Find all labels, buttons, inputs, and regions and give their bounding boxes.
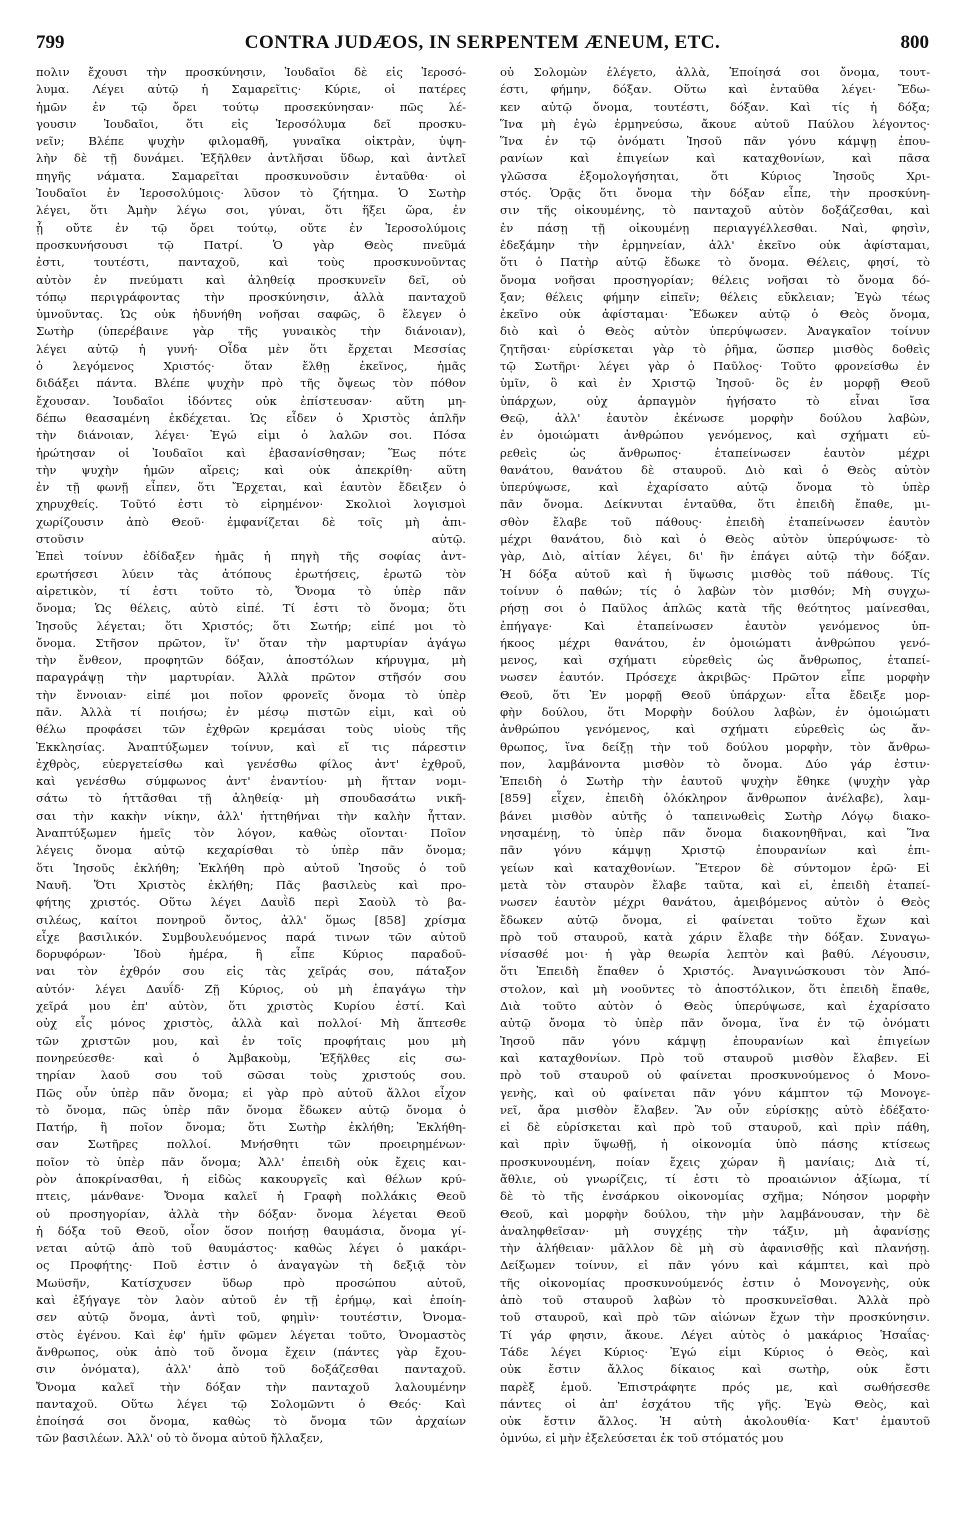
text-line: ὅτι Ἐπειδὴ ἔπαθεν ὁ Χριστός. Ἀναγινώσκουσι τὸν Ἀπό-	[500, 964, 930, 979]
text-line: Σωτὴρ (ὑπερέβαινε γὰρ τῆς γυναικὸς τὴν διάνοιαν),	[36, 324, 466, 339]
text-line: νεῖ, ἄρα μισθὸν ἔλαβεν. Ἂν οὖν εὑρίσκῃς αὐτὸ ἐδέξατο·	[500, 1102, 930, 1117]
page-number-left: 799	[36, 32, 65, 53]
text-line: νίσασθέ μοι· ἡ γὰρ θεωρία λεπτὸν καὶ βαθύ. Λέγουσιν,	[500, 947, 930, 962]
text-line: θρωπος, ἵνα δείξῃ τὴν τοῦ δούλου μορφὴν, τὸν ἄνθρω-	[500, 739, 930, 754]
text-line: [859] εἶχεν, ἐπειδὴ ὁλόκληρον ἄνθρωπον ἀνέλαβε), λαμ-	[500, 791, 930, 806]
text-line: τῆς οἰκονομίας προσκυνούμενός ἐστιν ὁ Μονογενὴς, οὐκ	[500, 1275, 930, 1290]
text-line: ὄνομα. Στῆσον πρῶτον, ἵν' ὅταν τὴν μαρτυρίαν ἀγάγω	[36, 635, 466, 650]
text-line: ἀπὸ τοῦ σταυροῦ λαβὼν τὸ προσκυνεῖσθαι. Ἀλλὰ πρὸ	[500, 1293, 930, 1308]
text-line: Ἡ δόξα αὐτοῦ καὶ ἡ ὕψωσις μισθὸς τοῦ πάθους. Τίς	[500, 566, 930, 581]
text-line: Πατήρ, ἢ ποῖον ὄνομα; ὅτι Σωτὴρ ἐκλήθη; Ἐκλήθη-	[36, 1120, 466, 1135]
text-line: πολιν ἔχουσι τὴν προσκύνησιν, Ἰουδαῖοι δὲ εἰς Ἱεροσό-	[36, 65, 466, 79]
text-line: πον, λαμβάνοντα μισθὸν τὸ ὄνομα. Δύο γάρ ἐστιν·	[500, 756, 930, 771]
text-line: σαι τὴν κακὴν νίκην, ἀλλ' ἡττηθήναι τὴν καλὴν ἧτταν.	[36, 808, 466, 823]
text-line: βάνει μισθὸν αὐτῆς ὁ ταπεινωθεὶς Σωτὴρ Λόγῳ διακο-	[500, 808, 930, 823]
text-line: ἀνθρώπου γενόμενος, καὶ σχήματι εὑρεθεὶς ὡς ἄν-	[500, 722, 930, 737]
text-line: Ναυῆ. Ὅτι Χριστὸς ἐκλήθη; Πᾶς βασιλεὺς καὶ προ-	[36, 877, 466, 892]
text-line: τὸ ὄνομα, πῶς ὑπὲρ πᾶν ὄνομα ἔδωκεν αὐτῷ ὄνομα ὁ	[36, 1102, 466, 1117]
text-line: ὑπάρχων, οὐχ ἁρπαγμὸν ἡγήσατο τὸ εἶναι ἴσα	[500, 393, 930, 408]
text-line: ἡμῶν ἐν τῷ ὄρει τούτῳ προσεκύνησαν· πῶς λέ-	[36, 99, 466, 114]
text-line: εἶχε βασιλικόν. Συμβουλευόμενος παρά τινων τῶν αὐτοῦ	[36, 929, 466, 944]
text-line: ήκοος μέχρι θανάτου, ἐν ὁμοιώματι ἀνθρώπου γενό-	[500, 635, 930, 650]
right-text-column	[500, 64, 930, 1448]
text-line: πανταχοῦ. Οὕτω λέγει τῷ Σολομῶντι ὁ Θεός· Καὶ	[36, 1396, 466, 1411]
text-line: γενὴς, καὶ οὐ φαίνεται πᾶν γόνυ κάμπτον τῷ Μονογε-	[500, 1085, 930, 1100]
text-line: ρὸν ἀποκρίνασθαι, ἡ εἰδὼς κακουργεῖς καὶ θέλων κρύ-	[36, 1172, 466, 1186]
text-line: Θεῷ, ἀλλ' ἑαυτὸν ἐκένωσε μορφὴν δούλου λαβὼν,	[500, 410, 930, 425]
text-line: αἱρετικὸν, τί ἐστι τοῦτο τὸ, Ὄνομα τὸ ὑπὲρ πᾶν	[36, 583, 466, 598]
text-line: ρήσῃ σοι ὁ Παῦλος ἁπλῶς κατὰ τῆς θεότητος μαίνεσθαι,	[500, 601, 930, 616]
text-line: σάτω τὸ ἡττᾶσθαι τῇ ἀληθείᾳ· μὴ σπουδασάτω νικῆ-	[36, 791, 466, 806]
text-line: Ἰουδαῖοι ἐν Ἱεροσολύμοις· λῦσον τὸ ζήτημα. Ὁ Σωτὴρ	[36, 186, 466, 201]
text-line: χεῖρά μου ἐπ' αὐτὸν, ὅτι χριστὸς Κυρίου ἐστί. Καὶ	[36, 999, 466, 1014]
text-line: κεν αὐτῷ ὄνομα, τουτέστι, δόξαν. Καὶ τίς ἡ δόξα;	[500, 99, 930, 114]
text-line: Θεοῦ, καὶ μορφὴν δούλου, τὴν μὴν λαμβάνουσαν, τὴν δὲ	[500, 1206, 930, 1221]
text-line: Ἀναπτύξωμεν ἡμεῖς τὸν λόγον, καθὼς οἴονται· Ποῖον	[36, 826, 466, 841]
text-line: ἔδωκεν αὐτῷ ὄνομα, εἰ φαίνεται τοῦτο ἔχων καὶ	[500, 912, 930, 927]
text-line: Δείξωμεν τοίνυν, εἰ πᾶν γόνυ καὶ κάμπτει, καὶ πρὸ	[500, 1258, 930, 1273]
text-line: γουσιν Ἰουδαῖοι, ὅτι εἰς Ἱεροσόλυμα δεῖ προσκυ-	[36, 116, 466, 131]
text-line: ὑπερύψωσε, καὶ ἐχαρίσατο αὐτῷ ὄνομα τὸ ὑπὲρ	[500, 480, 930, 495]
text-line: εἰ δὲ εὑρίσκεται καὶ πρὸ τοῦ σταυροῦ, καὶ πρὶν πάθη,	[500, 1120, 930, 1135]
text-line: στολον, καὶ μὴ νοοῦντες τὸ ἀποστόλικον, ὅτι ἐπειδὴ ἔπαθε,	[500, 981, 930, 996]
running-header	[36, 32, 929, 56]
text-line: διδάξει πάντα. Βλέπε ψυχὴν πρὸ τῆς ὄψεως τὸν πόθον	[36, 376, 466, 391]
text-line: γείων καὶ καταχθονίων. Ἕτερον δὲ σύντομον ἐρῶ· Εἰ	[500, 860, 930, 875]
text-line: Ἰησοῦ πᾶν γόνυ κάμψῃ ἐπουρανίων καὶ ἐπιγείων	[500, 1033, 930, 1048]
text-line: Πῶς οὖν ὑπὲρ πᾶν ὄνομα; εἰ γὰρ πρὸ αὐτοῦ ἄλλοι εἶχον	[36, 1085, 466, 1100]
text-line: ἡ δόξα τοῦ Θεοῦ, οἷον ὅσον ποιήσῃ θαυμάσια, ὄνομα γί-	[36, 1223, 466, 1238]
text-line: λέγει αὐτῷ ἡ γυνή· Οἶδα μὲν ὅτι ἔρχεται Μεσσίας	[36, 341, 466, 356]
text-line: πηγῆς νάματα. Σαμαρεῖται προσκυνοῦσιν ἐνταῦθα· οἱ	[36, 168, 466, 183]
text-line: πρὸ τοῦ σταυροῦ οὐ φαίνεται προσκυνούμενος ὁ Μονο-	[500, 1068, 930, 1083]
text-line: τὴν ἔνθεον, προφητῶν δόξαν, ἀποστόλων κήρυγμα, μὴ	[36, 653, 466, 668]
text-line: ἐπήγαγε· Καὶ ἐταπείνωσεν ἑαυτὸν γενόμενος ὑπ-	[500, 618, 930, 633]
text-line: νωσεν ἑαυτὸν μέχρι θανάτου, ἀμειβόμενος αὐτὸν ὁ Θεὸς	[500, 895, 930, 910]
text-line: λέγεις ὄνομα αὐτῷ κεχαρίσθαι τὸ ὑπὲρ πᾶν ὄνομα;	[36, 843, 466, 858]
text-line: ἠρώτησαν οἱ Ἰουδαῖοι καὶ ἐβασανίσθησαν; Ἕως πότε	[36, 445, 466, 460]
text-line: στός. Ὁρᾷς ὅτι ὄνομα τὴν δόξαν εἶπε, τὴν προσκύνη-	[500, 186, 930, 201]
text-line: πτεις, μάνθανε· Ὄνομα καλεῖ ἡ Γραφὴ πολλάκις Θεοῦ	[36, 1189, 466, 1204]
text-line: ὅτι Ἰησοῦς ἐκλήθη; Ἐκλήθη πρὸ αὐτοῦ Ἰησοῦς ὁ τοῦ	[36, 860, 466, 875]
text-line: πάντες οἱ ἀπ' ἐσχάτου τῆς γῆς. Ἐγὼ Θεὸς, καὶ	[500, 1396, 930, 1411]
text-line: γὰρ, Διὸ, αἰτίαν λέγει, δι' ἣν ἐπάγει αὐτῷ τὴν δόξαν.	[500, 549, 930, 564]
text-line: σαν Σωτῆρες πολλοί. Μνήσθητι τῶν προειρημένων·	[36, 1137, 466, 1152]
text-line: ἐν πάσῃ τῇ οἰκουμένῃ περιαγγέλλεσθαι. Ναὶ, φησὶν,	[500, 220, 930, 235]
text-line: τὴν ψυχὴν ἡμῶν αἴρεις; καὶ οὐκ ἀπεκρίθη· αὕτη	[36, 462, 466, 477]
text-line: τῶν χριστῶν μου, καὶ ἐν τοῖς προφήταις μου μὴ	[36, 1033, 466, 1048]
text-line: ὄνομα; Ὡς θέλεις, αὐτὸ εἰπέ. Τί ἐστι τὸ ὄνομα; ὅτι	[36, 601, 466, 616]
text-line: στὸς ἐγένου. Καὶ ἐφ' ἡμῖν φῶμεν λέγεται τοῦτο, Ὀνομαστὸς	[36, 1327, 466, 1342]
text-line: ἄθλιε, οὐ γνωρίζεις, τί ἐστι τὸ προαιώνιον ἀξίωμα, τί	[500, 1172, 930, 1186]
text-line: λυμα. Λέγει αὐτῷ ἡ Σαμαρεῖτις· Κύριε, οἱ πατέρες	[36, 82, 466, 97]
text-line: σιλέως, καίτοι πονηροῦ ὄντος, ἀλλ' ὅμως [858] χρίσμα	[36, 912, 466, 927]
text-line: ερωτήσεσι λύειν τὰς ἀτόπους ἐρωτήσεις, ἐρωτῶ τὸν	[36, 566, 466, 581]
text-line: τῶν βασιλέων. Ἀλλ' οὐ τὸ ὄνομα αὐτοῦ ἤλλαξεν,	[36, 1431, 324, 1446]
text-line: νεῖν; Βλέπε ψυχὴν φιλομαθῆ, γυναῖκα οἰκτρὰν, ὑψη-	[36, 134, 466, 149]
text-line: προσκυνουμένη, ποίαν ἔχεις χώραν ἢ μανίαις; Διὰ τί,	[500, 1154, 930, 1169]
text-line: προσκυνήσουσι τῷ Πατρί. Ὁ γὰρ Θεὸς πνεῦμά	[36, 237, 466, 252]
text-line: οὐ Σολομὼν ἐλέγετο, ἀλλὰ, Ἐποίησά σοι ὄνομα, τουτ-	[500, 65, 930, 79]
text-line: ὑμνοῦντας. Ὡς οὐκ ἠδυνήθη νοῆσαι σαφῶς, ὃ ἔλεγεν ὁ	[36, 307, 466, 322]
text-line: πᾶν. Ἀλλὰ τί ποιήσω; ἐν μέσῳ πιστῶν εἰμι, καὶ οὐ	[36, 704, 466, 719]
text-line: Ἐπεὶ τοίνυν ἐδίδαξεν ἡμᾶς ἡ πηγὴ τῆς σοφίας ἀντ-	[36, 549, 466, 564]
text-line: ἄνθρωπος, οὐκ ἀπὸ τοῦ ὄνομα ἔχειν (πάντες γὰρ ἔχου-	[36, 1344, 466, 1359]
text-line: φήτης χριστός. Οὕτω λέγει Δαυῒδ περὶ Σαοὺλ τὸ βα-	[36, 895, 466, 910]
text-line: Ἐκκλησίας. Ἀναπτύξωμεν τοίνυν, καὶ εἴ τις πάρεστιν	[36, 739, 466, 754]
text-line: ἐδεξάμην τὴν ἑρμηνείαν, ἀλλ' ἐκεῖνο οὐκ ἀφίσταμαι,	[500, 237, 930, 252]
text-line: Μωϋσῆν, Κατίσχυσεν ὕδωρ πρὸ προσώπου αὐτοῦ,	[36, 1275, 466, 1290]
text-line: Διὰ τοῦτο αὐτὸν ὁ Θεὸς ὑπερύψωσε, καὶ ἐχαρίσατο	[500, 999, 930, 1014]
text-line: τηρίαν λαοῦ σου τοῦ σῶσαι τοὺς χριστούς σου.	[36, 1068, 466, 1083]
text-line: ξαν; θέλεις φήμην εἰπεῖν; θέλεις εὔκλειαν; Ἐγὼ τέως	[500, 289, 930, 304]
text-line: πᾶν ὄνομα. Δείκνυται ἐνταῦθα, ὅτι ἐπειδὴ ἔπαθε, μι-	[500, 497, 930, 512]
text-line: ἔχουσαν. Ἰουδαῖοι ἰδόντες οὐκ ἐπίστευσαν· αὕτη μη-	[36, 393, 466, 408]
text-line: μετὰ τὸν σταυρὸν ἔλαβε ταῦτα, καὶ εἰ, ἐπειδὴ ἐταπεί-	[500, 877, 930, 892]
text-line: ὅτι ὁ Πατὴρ αὐτῷ ἔδωκε τὸ ὄνομα. Θέλεις, φησί, τὸ	[500, 255, 930, 270]
text-line: ζητῆσαι· εὑρίσκεται γὰρ τὸ ῥῆμα, ὥσπερ μισθὸς δοθεὶς	[500, 341, 930, 356]
text-line: δορυφόρων· Ἰδοὺ ἡμέρα, ἣ εἶπε Κύριος παραδοῦ-	[36, 947, 466, 962]
text-line: ἐστι, τουτέστι, πανταχοῦ, καὶ τοὺς προσκυνοῦντας	[36, 255, 466, 270]
text-line: ὑμῖν, ὃ καὶ ἐν Χριστῷ Ἰησοῦ· ὃς ἐν μορφῇ Θεοῦ	[500, 376, 930, 391]
text-line: τόπῳ περιγράφοντας τὴν προσκύνησιν, ἀλλὰ πανταχοῦ	[36, 289, 466, 304]
text-line: Τί γάρ φησιν, ἄκουε. Λέγει αὐτὸς ὁ μακάριος Ἡσαΐας·	[500, 1327, 930, 1342]
text-line: λὴν δὲ τῇ δυνάμει. Ἐξῆλθεν ἀντλῆσαι ὕδωρ, καὶ ἀντλεῖ	[36, 151, 466, 166]
text-line: σιν ὀνόματα), ἀλλ' ἀπὸ τοῦ δοξάζεσθαι πανταχοῦ.	[36, 1362, 466, 1377]
text-line: μέχρι θανάτου, διὸ καὶ ὁ Θεὸς αὐτὸν ὑπερύψωσε· τὸ	[500, 532, 930, 547]
text-line: δέπω θεασαμένη ἐκδέχεται. Ὡς εἶδεν ὁ Χριστὸς ἁπλῆν	[36, 410, 466, 425]
text-line: Ἰησοῦς λέγεται; ὅτι Χριστός; ὅτι Σωτήρ; εἰπέ μοι τὸ	[36, 618, 466, 633]
text-line: ἀναληφθεῖσαν· μὴ συγχέῃς τὴν τάξιν, μὴ ἀφανίσῃς	[500, 1223, 930, 1238]
text-line: αὐτὸν ἐν πνεύματι καὶ ἀληθείᾳ προσκυνεῖν δεῖ, οὐ	[36, 272, 466, 287]
text-line: ος Προφήτης· Ποῦ ἐστιν ὁ ἀναγαγὼν τὴ δεξιᾷ τὸν	[36, 1258, 466, 1273]
text-line: ὁ λεγόμενος Χριστός· ὅταν ἔλθῃ ἐκεῖνος, ἡμᾶς	[36, 359, 466, 374]
text-line: πᾶν γόνυ κάμψῃ Χριστῷ ἐπουρανίων καὶ ἐπι-	[500, 843, 930, 858]
text-line: ρανίων καὶ ἐπιγείων καὶ καταχθονίων, καὶ πᾶσα	[500, 151, 930, 166]
text-line: τὴν ἀλήθειαν· μᾶλλον δὲ μὴ σὺ ἀφανισθῇς καὶ πλανήσῃ.	[500, 1241, 930, 1256]
text-line: Ἵνα μὴ ἐγὼ ἑρμηνεύσω, ἄκουε αὐτοῦ Παύλου λέγοντος·	[500, 116, 930, 131]
text-line: καὶ γενέσθω σύμφωνος ἀντ' ἐναντίου· μὴ ἥτταν νομι-	[36, 774, 466, 789]
running-title: CONTRA JUDÆOS, IN SERPENTEM ÆNEUM, ETC.	[244, 32, 721, 53]
text-line: οὐχ εἷς μόνος χριστὸς, ἀλλὰ καὶ πολλοί· Μὴ ἅπτεσθε	[36, 1016, 466, 1031]
text-line: πονηρεύεσθε· καὶ ὁ Ἀμβακοὺμ, Ἐξῆλθες εἰς σω-	[36, 1050, 466, 1065]
text-line: ᾗ οὔτε ἐν τῷ ὄρει τούτῳ, οὔτε ἐν Ἱεροσολύμοις	[36, 220, 466, 235]
text-line: ρεθεὶς ὡς ἄνθρωπος· ἐταπείνωσεν ἑαυτὸν μέχρι	[500, 445, 930, 460]
text-line: διὸ καὶ ὁ Θεὸς αὐτὸν ὑπερύψωσεν. Ἀναγκαῖον τοίνυν	[500, 324, 930, 339]
text-line: ἐχθρὸς, εὐεργετείσθω καὶ γενέσθω φίλος ἀντ' ἐχθροῦ,	[36, 756, 466, 771]
text-line: νεται αὐτῷ ἀπὸ τοῦ θαυμάστος· καθὼς λέγει ὁ μακάρι-	[36, 1241, 466, 1256]
text-line: χηρυχθείς. Τοῦτό ἐστι τὸ εἰρημένον· Σκολιοὶ λογισμοὶ	[36, 497, 466, 512]
text-line: τῷ Σωτῆρι· λέγει γὰρ ὁ Παῦλος· Τοῦτο φρονείσθω ἐν	[500, 359, 930, 374]
text-line: ἐν ὁμοιώματι ἀνθρώπου γενόμενος, καὶ σχήματι εὑ-	[500, 428, 930, 443]
text-line: ναι τὸν ἐχθρόν σου εἰς τὰς χεῖράς σου, πάταξον	[36, 964, 466, 979]
text-line: λέγει, ὅτι Ἀμὴν λέγω σοι, γύναι, ὅτι ἥξει ὥρα, ἐν	[36, 203, 466, 218]
text-line: χωρίζουσιν ἀπὸ Θεοῦ· ἐμφανίζεται δὲ τοῖς μὴ ἀπι-	[36, 514, 466, 529]
text-line: Ἐπειδὴ ὁ Σωτὴρ τὴν ἑαυτοῦ ψυχὴν ἔθηκε (ψυχὴν γὰρ	[500, 774, 930, 789]
text-line: οὐ προσηγορίαν, ἀλλὰ τὴν δόξαν· ὄνομα λέγεται Θεοῦ	[36, 1206, 466, 1221]
text-line: σιν τῆς οἰκουμένης, τὸ πανταχοῦ αὐτὸν δοξάζεσθαι, καὶ	[500, 203, 930, 218]
text-line: καὶ ἐξήγαγε τὸν λαὸν αὐτοῦ ἐν τῇ ἐρήμῳ, καὶ ἐποίη-	[36, 1293, 466, 1308]
text-line: Θεοῦ, ὅτι Ἐν μορφῇ Θεοῦ ὑπάρχων· εἶτα ἔδειξε μορ-	[500, 687, 930, 702]
text-line: τὴν διάνοιαν, λέγει· Ἐγώ εἰμι ὁ λαλῶν σοι. Πόσα	[36, 428, 466, 443]
text-line: θανάτου, θανάτου δὲ σταυροῦ. Διὸ καὶ ὁ Θεὸς αὐτὸν	[500, 462, 930, 477]
text-line: καὶ πρὶν ὕψωθῇ, ἡ οἰκονομία ὑπὸ πάσης κτίσεως	[500, 1137, 930, 1152]
text-line: παραγράψῃ τὴν μαρτυρίαν. Ἀλλὰ πρῶτον στῆσόν σου	[36, 670, 466, 685]
text-line: ὄνομα νοῆσαι προσηγορίαν; θέλεις νοῆσαι τὸ ὄνομα δό-	[500, 272, 930, 287]
text-line: έστι, φήμην, δόξαν. Οὕτω καὶ ἐνταῦθα λέγει· Ἔδω-	[500, 82, 930, 97]
text-line: τοῦ σταυροῦ, καὶ πρὸ τῶν αἰώνων ἔχων τὴν προσκύνησιν.	[500, 1310, 930, 1325]
text-line: γλῶσσα ἐξομολογήσηται, ὅτι Κύριος Ἰησοῦς Χρι-	[500, 168, 930, 183]
text-line: αὐτόν· λέγει Δαυΐδ· Ζῇ Κύριος, οὐ μὴ ἐπαγάγω τὴν	[36, 981, 466, 996]
text-line: πρὸ τοῦ σταυροῦ, κατὰ χάριν ἔλαβε τὴν δόξαν. Συναγω-	[500, 929, 930, 944]
text-line: φὴν δούλου, ὅτι Μορφὴν δούλου λαβὼν, ἐν ὁμοιώματι	[500, 704, 930, 719]
text-line: ποῖον τὸ ὑπὲρ πᾶν ὄνομα; Ἀλλ' ἐπειδὴ οὐκ ἔχεις και-	[36, 1154, 466, 1169]
text-line: ὀμνύω, εἰ μὴν ἐξελεύσεται ἐκ τοῦ στόματός μου	[500, 1431, 784, 1446]
text-line: δὲ τὸ τῆς ἐνσάρκου οἰκονομίας σχῆμα; Νόησον μορφὴν	[500, 1189, 930, 1204]
text-line: παρὲξ ἐμοῦ. Ἐπιστράφητε πρός με, καὶ σωθήσεσθε	[500, 1379, 930, 1394]
text-line: ἐκεῖνο οὐκ ἀφίσταμαι· Ἔδωκεν αὐτῷ ὁ Θεὸς ὄνομα,	[500, 307, 930, 322]
text-line: οὐκ ἔστιν ἄλλος δίκαιος καὶ σωτὴρ, οὐκ ἔστι	[500, 1362, 930, 1377]
text-line: καὶ καταχθονίων. Πρὸ τοῦ σταυροῦ μισθὸν ἔλαβεν. Εἰ	[500, 1050, 930, 1065]
text-line: σθὸν ἔλαβε τοῦ πάθους· ἐπειδὴ ἐταπείνωσεν ἑαυτὸν	[500, 514, 930, 529]
text-line: Ὄνομα καλεῖ τὴν δόξαν τὴν πανταχοῦ λαλουμένην	[36, 1379, 466, 1394]
text-line: νησαμένῃ, τὸ ὑπὲρ πᾶν ὄνομα διακονηθῆναι, καὶ Ἵνα	[500, 826, 930, 841]
text-line: νωσεν ἑαυτόν. Πρόσεχε ἀκριβῶς· Πρῶτον εἶπε μορφὴν	[500, 670, 930, 685]
text-line: θέλω προφάσει τῶν ἐχθρῶν κρεμάσαι τοὺς υἱοὺς τῆς	[36, 722, 466, 737]
text-line: ἐποίησά σοι ὄνομα, καθὼς τὸ ὄνομα τῶν ἀρχαίων	[36, 1414, 466, 1429]
text-line: Τάδε λέγει Κύριος· Ἐγώ εἰμι Κύριος ὁ Θεὸς, καὶ	[500, 1344, 930, 1359]
text-line: Ἵνα ἐν τῷ ὀνόματι Ἰησοῦ πᾶν γόνυ κάμψῃ ἐπου-	[500, 134, 930, 149]
text-line: οὐκ ἔστιν ἄλλος. Ἡ αὐτὴ ἀκολουθία· Κατ' ἐμαυτοῦ	[500, 1414, 930, 1429]
text-line: μενος, καὶ σχήματι εὑρεθεὶς ὡς ἄνθρωπος, ἐταπεί-	[500, 653, 930, 668]
page-number-right: 800	[900, 32, 929, 53]
text-line: ἐν τῇ φωνῇ εἶπεν, ὅτι Ἔρχεται, καὶ ἑαυτὸν ἔδειξεν ὁ	[36, 480, 466, 495]
text-line: στοῦσιν αὐτῷ.	[36, 532, 466, 547]
text-line: τοίνυν ὁ παθών; τίς ὁ λαβὼν τὸν μισθόν; Μὴ συγχω-	[500, 583, 930, 598]
text-line: σεν αὐτῷ ὄνομα, ἀντὶ τοῦ, φημὶν· τουτέστιν, Ὀνομα-	[36, 1310, 466, 1325]
left-text-column	[36, 64, 466, 1448]
text-line: τὴν ἔννοιαν· εἰπέ μοι ποῖον φρονεῖς ὄνομα τὸ ὑπὲρ	[36, 687, 466, 702]
text-line: αὐτῷ ὄνομα τὸ ὑπὲρ πᾶν ὄνομα, ἵνα ἐν τῷ ὀνόματι	[500, 1016, 930, 1031]
